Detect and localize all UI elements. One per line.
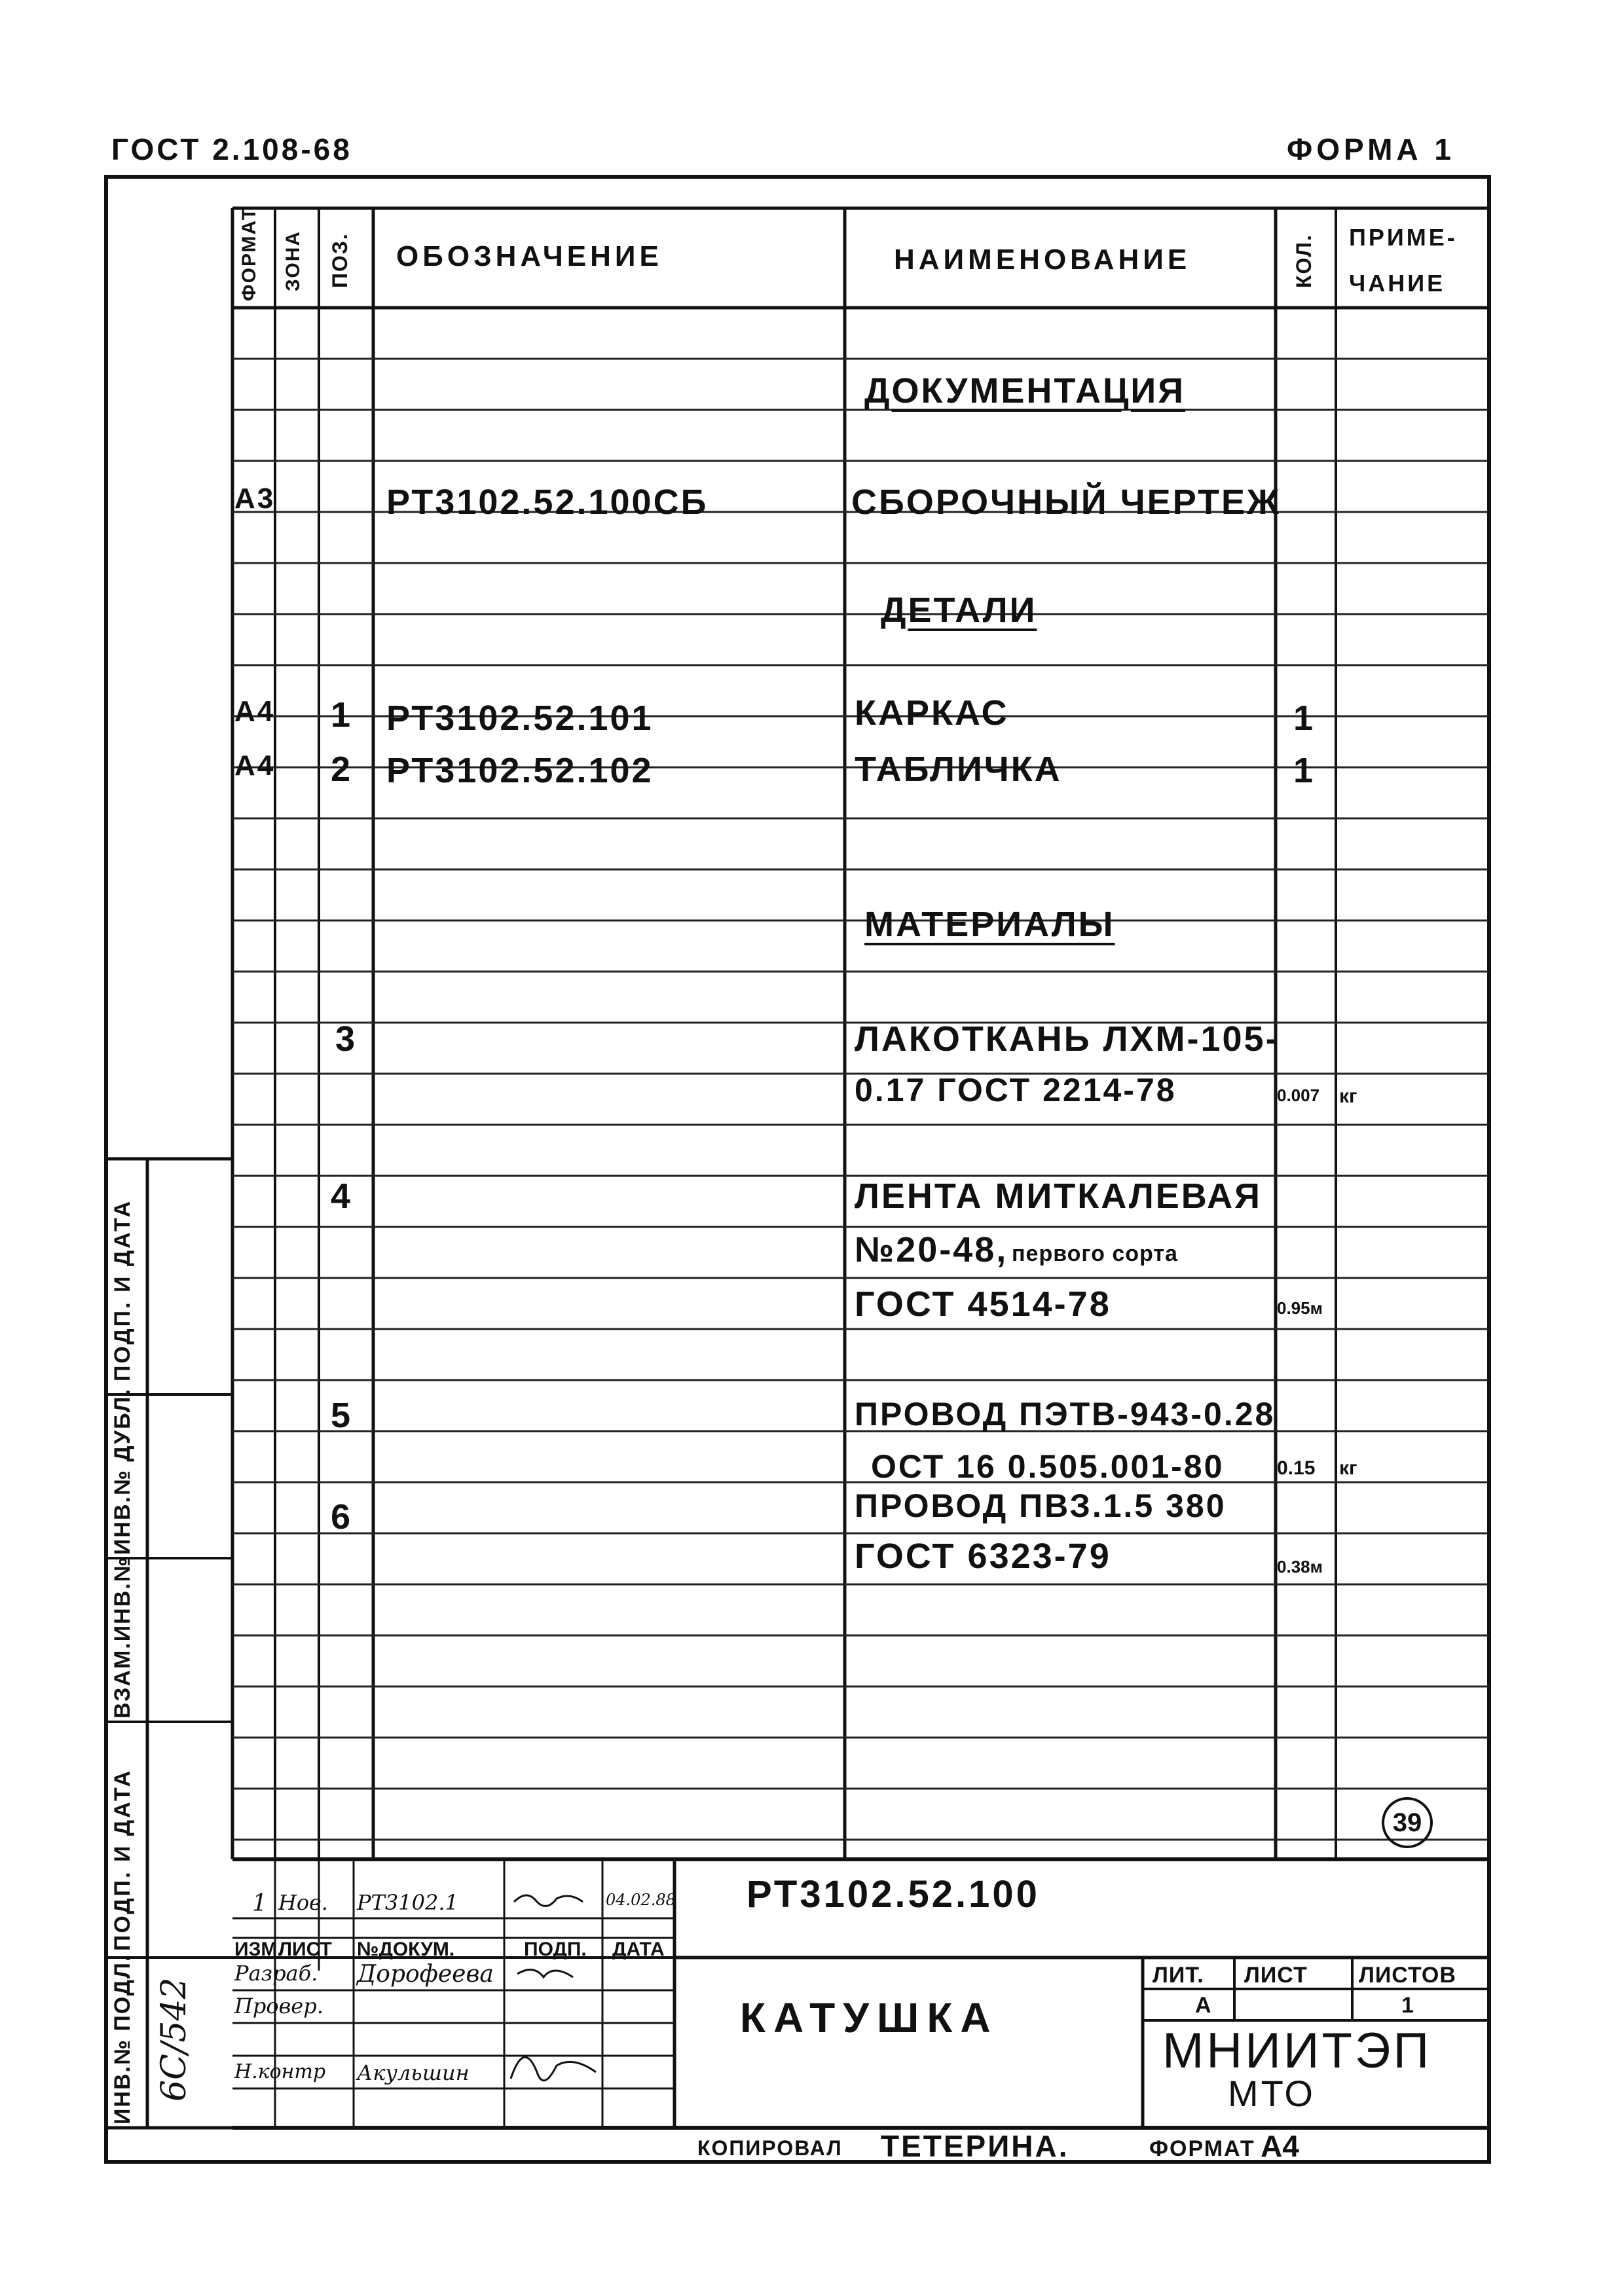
label-lit: ЛИТ. xyxy=(1153,1963,1204,1988)
label-podp: ПОДП. xyxy=(524,1939,587,1960)
col-header-designation: ОБОЗНАЧЕНИЕ xyxy=(396,240,663,272)
row-plate-name: ТАБЛИЧКА xyxy=(855,750,1062,789)
label-checker: Провер. xyxy=(234,1994,323,2018)
side-original-inventory-value: 6С/542 xyxy=(155,1977,194,2102)
document-code: РТ3102.52.100 xyxy=(747,1873,1040,1916)
col-header-pos: ПОЗ. xyxy=(328,232,352,288)
material-3-qty: 0.007 xyxy=(1277,1085,1320,1105)
material-5-qty: 0.15 xyxy=(1277,1457,1316,1479)
material-3-unit: кг xyxy=(1339,1085,1357,1107)
row-frame-format: А4 xyxy=(234,695,276,727)
copied-by-label: КОПИРОВАЛ xyxy=(697,2136,843,2160)
organization-name: МНИИТЭП xyxy=(1162,2023,1432,2079)
organization-department: МТО xyxy=(1228,2073,1316,2114)
material-6-name-line1: ПРОВОД ПВЗ.1.5 380 xyxy=(855,1487,1227,1524)
label-list: ЛИСТ xyxy=(278,1939,332,1960)
material-5-unit: кг xyxy=(1339,1457,1357,1479)
row-frame-pos: 1 xyxy=(331,695,353,735)
col-header-qty: КОЛ. xyxy=(1292,234,1316,288)
label-sheet: ЛИСТ xyxy=(1244,1963,1308,1988)
material-3-name-line1: ЛАКОТКАНЬ ЛХМ-105- xyxy=(855,1019,1280,1059)
row-assembly-designation: РТ3102.52.100СБ xyxy=(386,483,709,522)
product-name: КАТУШКА xyxy=(740,1994,999,2041)
change-number: 1 xyxy=(252,1890,267,1917)
side-replacement-inventory: ВЗАМ.ИНВ.№ xyxy=(110,1556,135,1719)
material-4-name-line3: ГОСТ 4514-78 xyxy=(855,1285,1111,1324)
material-6-qty: 0.38м xyxy=(1277,1557,1323,1576)
side-original-inventory: ИНВ.№ ПОДЛ. xyxy=(110,1954,135,2124)
label-data: ДАТА xyxy=(612,1939,665,1960)
sheet-number-stamp: 39 xyxy=(1382,1797,1433,1848)
standard-reference: ГОСТ 2.108-68 xyxy=(111,132,352,166)
col-header-zone: ЗОНА xyxy=(282,230,304,291)
sheets-value: 1 xyxy=(1401,1993,1414,2018)
format-label: ФОРМАТ xyxy=(1149,2136,1255,2161)
material-4-grade: первого сорта xyxy=(1012,1241,1178,1266)
material-3-pos: 3 xyxy=(335,1019,358,1059)
change-sheet: Нов. xyxy=(278,1890,328,1915)
row-assembly-name: СБОРОЧНЫЙ ЧЕРТЕЖ xyxy=(851,483,1281,522)
material-5-name-line1: ПРОВОД ПЭТВ-943-0.28 xyxy=(855,1396,1276,1432)
material-6-pos: 6 xyxy=(331,1497,353,1537)
side-dup-inventory: ИНВ.№ ДУБЛ. xyxy=(110,1387,135,1555)
norm-control-name: Акульшин xyxy=(357,2060,470,2085)
section-documentation: ДОКУМЕНТАЦИЯ xyxy=(864,371,1186,410)
material-3-name-line2: 0.17 ГОСТ 2214-78 xyxy=(855,1072,1177,1108)
row-plate-qty: 1 xyxy=(1293,751,1316,790)
label-norm-control: Н.контр xyxy=(234,2060,326,2083)
row-frame-designation: РТ3102.52.101 xyxy=(386,699,654,738)
col-header-note-line1: ПРИМЕ- xyxy=(1349,224,1458,251)
col-header-format: ФОРМАТ xyxy=(238,206,260,301)
material-5-pos: 5 xyxy=(331,1396,353,1435)
material-4-qty: 0.95м xyxy=(1277,1298,1323,1318)
row-plate-pos: 2 xyxy=(331,750,353,789)
label-developer: Разраб. xyxy=(234,1961,318,1986)
col-header-note-line2: ЧАНИЕ xyxy=(1349,270,1446,297)
material-4-pos: 4 xyxy=(331,1176,353,1216)
material-5-name-line2: ОСТ 16 0.505.001-80 xyxy=(871,1448,1225,1485)
row-frame-qty: 1 xyxy=(1293,699,1316,738)
material-6-name-line2: ГОСТ 6323-79 xyxy=(855,1537,1111,1576)
label-ndoc: №ДОКУМ. xyxy=(357,1939,455,1960)
developer-name: Дорофеева xyxy=(357,1961,494,1988)
col-header-name: НАИМЕНОВАНИЕ xyxy=(894,244,1191,276)
side-sign-date-1: ПОДП. И ДАТА xyxy=(110,1199,135,1381)
change-document: РТ3102.1 xyxy=(357,1890,458,1915)
label-izm: ИЗМ. xyxy=(234,1939,283,1960)
section-materials: МАТЕРИАЛЫ xyxy=(864,905,1115,944)
row-frame-name: КАРКАС xyxy=(855,693,1009,733)
material-4-name-line1: ЛЕНТА МИТКАЛЕВАЯ xyxy=(855,1176,1262,1216)
row-plate-designation: РТ3102.52.102 xyxy=(386,751,654,790)
material-4-name-line2: №20-48, xyxy=(855,1230,1008,1269)
format-value: А4 xyxy=(1261,2129,1299,2163)
change-date: 04.02.88 xyxy=(606,1891,676,1909)
row-plate-format: А4 xyxy=(234,750,276,782)
section-parts: ДЕТАЛИ xyxy=(881,591,1037,630)
copied-by-name: ТЕТЕРИНА. xyxy=(881,2129,1069,2163)
label-sheets: ЛИСТОВ xyxy=(1359,1963,1456,1988)
form-number: ФОРМА 1 xyxy=(1287,132,1456,166)
row-assembly-format: А3 xyxy=(234,483,276,515)
lit-value: А xyxy=(1195,1993,1212,2018)
side-sign-date-2: ПОДП. И ДАТА xyxy=(110,1768,135,1951)
